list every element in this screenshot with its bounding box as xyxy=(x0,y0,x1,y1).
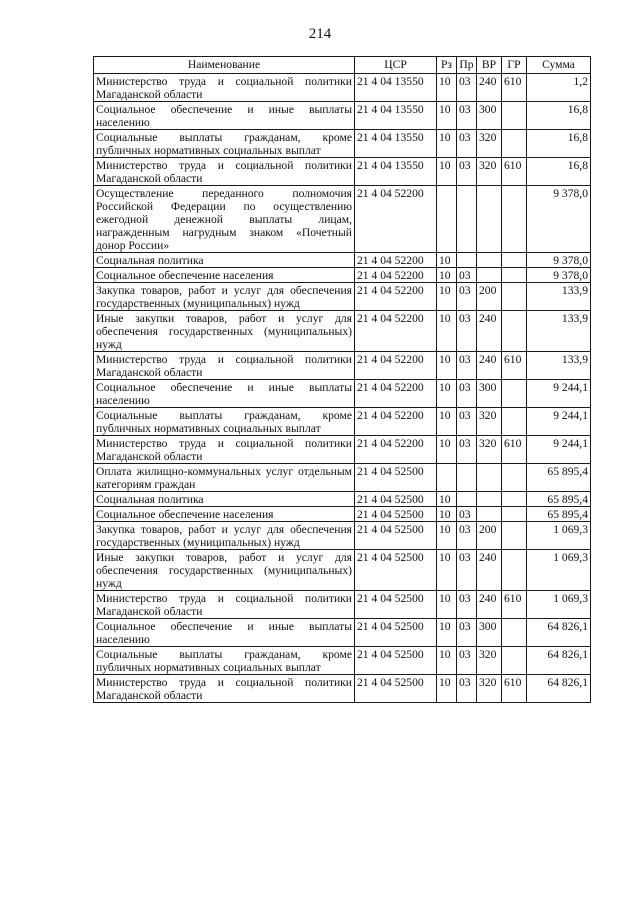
table-header xyxy=(94,57,591,74)
cell-csr: 21 4 04 52500 xyxy=(355,647,437,675)
cell-gr xyxy=(502,268,527,283)
cell-name: Социальные выплаты гражданам, кроме публичных нормативных социальных выплат xyxy=(94,130,355,158)
cell-csr: 21 4 04 13550 xyxy=(355,102,437,130)
table-row xyxy=(94,522,591,550)
cell-name: Министерство труда и социальной политики Магаданской области xyxy=(94,352,355,380)
cell-vr: 240 xyxy=(477,311,502,352)
cell-csr: 21 4 04 52200 xyxy=(355,436,437,464)
cell-rz: 10 xyxy=(437,253,457,268)
cell-csr: 21 4 04 52200 xyxy=(355,408,437,436)
cell-name: Социальные выплаты гражданам, кроме публичных нормативных социальных выплат xyxy=(94,408,355,436)
cell-csr: 21 4 04 52200 xyxy=(355,380,437,408)
cell-csr: 21 4 04 52200 xyxy=(355,352,437,380)
cell-gr xyxy=(502,619,527,647)
cell-csr: 21 4 04 52200 xyxy=(355,283,437,311)
cell-csr: 21 4 04 52500 xyxy=(355,507,437,522)
cell-name: Министерство труда и социальной политики Магаданской области xyxy=(94,591,355,619)
cell-rz: 10 xyxy=(437,492,457,507)
cell-vr: 320 xyxy=(477,158,502,186)
cell-vr: 320 xyxy=(477,408,502,436)
column-header-gr: ГР xyxy=(502,57,527,74)
cell-gr: 610 xyxy=(502,352,527,380)
cell-name: Социальное обеспечение и иные выплаты населению xyxy=(94,102,355,130)
cell-rz xyxy=(437,464,457,492)
header-row xyxy=(94,57,591,74)
column-header-csr: ЦСР xyxy=(355,57,437,74)
cell-vr: 240 xyxy=(477,591,502,619)
cell-rz: 10 xyxy=(437,550,457,591)
cell-vr: 200 xyxy=(477,522,502,550)
cell-pr: 03 xyxy=(457,675,477,703)
cell-name: Социальное обеспечение населения xyxy=(94,507,355,522)
cell-name: Оплата жилищно-коммунальных услуг отдельным категориям граждан xyxy=(94,464,355,492)
cell-rz: 10 xyxy=(437,436,457,464)
cell-sum: 65 895,4 xyxy=(527,507,591,522)
cell-gr xyxy=(502,102,527,130)
table-row xyxy=(94,102,591,130)
cell-name: Министерство труда и социальной политики Магаданской области xyxy=(94,675,355,703)
cell-gr: 610 xyxy=(502,436,527,464)
cell-rz: 10 xyxy=(437,380,457,408)
cell-csr: 21 4 04 52500 xyxy=(355,619,437,647)
cell-sum: 16,8 xyxy=(527,130,591,158)
cell-csr: 21 4 04 13550 xyxy=(355,74,437,102)
table-row xyxy=(94,591,591,619)
cell-sum: 64 826,1 xyxy=(527,619,591,647)
table-row xyxy=(94,647,591,675)
cell-pr: 03 xyxy=(457,268,477,283)
table-row xyxy=(94,436,591,464)
cell-vr: 240 xyxy=(477,74,502,102)
cell-vr xyxy=(477,268,502,283)
cell-pr xyxy=(457,492,477,507)
cell-sum: 9 244,1 xyxy=(527,408,591,436)
cell-vr: 320 xyxy=(477,675,502,703)
cell-csr: 21 4 04 52500 xyxy=(355,591,437,619)
cell-name: Закупка товаров, работ и услуг для обеспечения государственных (муниципальных) нужд xyxy=(94,522,355,550)
cell-pr: 03 xyxy=(457,591,477,619)
table-row xyxy=(94,464,591,492)
cell-gr xyxy=(502,492,527,507)
cell-sum: 65 895,4 xyxy=(527,464,591,492)
cell-pr xyxy=(457,464,477,492)
cell-csr: 21 4 04 52200 xyxy=(355,268,437,283)
page-number: 214 xyxy=(308,26,332,42)
cell-gr xyxy=(502,186,527,253)
cell-sum: 9 378,0 xyxy=(527,186,591,253)
cell-rz: 10 xyxy=(437,507,457,522)
cell-name: Министерство труда и социальной политики Магаданской области xyxy=(94,74,355,102)
cell-sum: 9 244,1 xyxy=(527,436,591,464)
cell-rz xyxy=(437,186,457,253)
cell-name: Социальная политика xyxy=(94,492,355,507)
cell-gr xyxy=(502,522,527,550)
cell-vr: 300 xyxy=(477,619,502,647)
cell-gr: 610 xyxy=(502,158,527,186)
cell-pr: 03 xyxy=(457,74,477,102)
cell-gr xyxy=(502,380,527,408)
table-row xyxy=(94,268,591,283)
cell-gr xyxy=(502,130,527,158)
cell-gr xyxy=(502,647,527,675)
cell-pr: 03 xyxy=(457,436,477,464)
cell-pr: 03 xyxy=(457,283,477,311)
cell-rz: 10 xyxy=(437,268,457,283)
cell-gr xyxy=(502,464,527,492)
column-header-vr: ВР xyxy=(477,57,502,74)
column-header-name: Наименование xyxy=(94,57,355,74)
cell-rz: 10 xyxy=(437,675,457,703)
cell-sum: 133,9 xyxy=(527,311,591,352)
cell-vr xyxy=(477,464,502,492)
cell-vr: 240 xyxy=(477,352,502,380)
cell-sum: 16,8 xyxy=(527,102,591,130)
cell-vr xyxy=(477,186,502,253)
cell-gr xyxy=(502,283,527,311)
table-row xyxy=(94,619,591,647)
column-header-pr: Пр xyxy=(457,57,477,74)
cell-sum: 9 244,1 xyxy=(527,380,591,408)
cell-pr: 03 xyxy=(457,352,477,380)
cell-gr: 610 xyxy=(502,74,527,102)
cell-sum: 133,9 xyxy=(527,283,591,311)
cell-rz: 10 xyxy=(437,352,457,380)
cell-name: Социальное обеспечение и иные выплаты населению xyxy=(94,619,355,647)
cell-gr xyxy=(502,253,527,268)
cell-gr xyxy=(502,550,527,591)
cell-csr: 21 4 04 52500 xyxy=(355,522,437,550)
cell-csr: 21 4 04 52200 xyxy=(355,311,437,352)
cell-pr: 03 xyxy=(457,158,477,186)
cell-sum: 1 069,3 xyxy=(527,522,591,550)
cell-rz: 10 xyxy=(437,283,457,311)
cell-csr: 21 4 04 13550 xyxy=(355,158,437,186)
table-row xyxy=(94,507,591,522)
cell-sum: 64 826,1 xyxy=(527,647,591,675)
cell-name: Социальное обеспечение и иные выплаты населению xyxy=(94,380,355,408)
cell-sum: 64 826,1 xyxy=(527,675,591,703)
table-row xyxy=(94,283,591,311)
table-row xyxy=(94,408,591,436)
cell-gr xyxy=(502,311,527,352)
cell-sum: 1 069,3 xyxy=(527,550,591,591)
table-row xyxy=(94,158,591,186)
cell-vr: 320 xyxy=(477,436,502,464)
cell-rz: 10 xyxy=(437,158,457,186)
cell-pr: 03 xyxy=(457,311,477,352)
cell-vr: 200 xyxy=(477,283,502,311)
cell-pr: 03 xyxy=(457,102,477,130)
cell-rz: 10 xyxy=(437,102,457,130)
cell-csr: 21 4 04 52500 xyxy=(355,464,437,492)
cell-csr: 21 4 04 52500 xyxy=(355,550,437,591)
table-row xyxy=(94,311,591,352)
cell-name: Социальная политика xyxy=(94,253,355,268)
cell-pr: 03 xyxy=(457,647,477,675)
column-header-sum: Сумма xyxy=(527,57,591,74)
cell-csr: 21 4 04 13550 xyxy=(355,130,437,158)
table-row xyxy=(94,492,591,507)
cell-name: Закупка товаров, работ и услуг для обеспечения государственных (муниципальных) нужд xyxy=(94,283,355,311)
cell-vr xyxy=(477,492,502,507)
cell-gr xyxy=(502,408,527,436)
table-row xyxy=(94,130,591,158)
cell-csr: 21 4 04 52500 xyxy=(355,492,437,507)
cell-name: Министерство труда и социальной политики Магаданской области xyxy=(94,436,355,464)
cell-vr: 320 xyxy=(477,647,502,675)
cell-name: Министерство труда и социальной политики Магаданской области xyxy=(94,158,355,186)
cell-rz: 10 xyxy=(437,311,457,352)
budget-table xyxy=(93,56,591,703)
cell-rz: 10 xyxy=(437,522,457,550)
cell-rz: 10 xyxy=(437,619,457,647)
cell-vr: 300 xyxy=(477,102,502,130)
table-row xyxy=(94,675,591,703)
cell-sum: 1,2 xyxy=(527,74,591,102)
table-row xyxy=(94,380,591,408)
cell-rz: 10 xyxy=(437,647,457,675)
cell-pr: 03 xyxy=(457,130,477,158)
cell-pr xyxy=(457,253,477,268)
cell-rz: 10 xyxy=(437,408,457,436)
cell-rz: 10 xyxy=(437,591,457,619)
cell-vr: 320 xyxy=(477,130,502,158)
cell-sum: 16,8 xyxy=(527,158,591,186)
table-body xyxy=(94,74,591,703)
cell-sum: 1 069,3 xyxy=(527,591,591,619)
cell-sum: 9 378,0 xyxy=(527,253,591,268)
cell-name: Осуществление переданного полномочия Российской Федерации по осуществлению ежегодной денежной выплаты лицам, награжденным нагрудным знаком «Почетный донор России» xyxy=(94,186,355,253)
table-row xyxy=(94,550,591,591)
cell-gr xyxy=(502,507,527,522)
cell-rz: 10 xyxy=(437,130,457,158)
cell-name: Социальные выплаты гражданам, кроме публичных нормативных социальных выплат xyxy=(94,647,355,675)
table-row xyxy=(94,253,591,268)
cell-pr: 03 xyxy=(457,408,477,436)
cell-rz: 10 xyxy=(437,74,457,102)
cell-csr: 21 4 04 52200 xyxy=(355,186,437,253)
cell-vr xyxy=(477,507,502,522)
cell-vr xyxy=(477,253,502,268)
table-row xyxy=(94,74,591,102)
table-row xyxy=(94,352,591,380)
cell-vr: 300 xyxy=(477,380,502,408)
cell-sum: 65 895,4 xyxy=(527,492,591,507)
cell-name: Иные закупки товаров, работ и услуг для обеспечения государственных (муниципальных) нужд xyxy=(94,311,355,352)
cell-name: Иные закупки товаров, работ и услуг для обеспечения государственных (муниципальных) нужд xyxy=(94,550,355,591)
cell-sum: 9 378,0 xyxy=(527,268,591,283)
cell-pr: 03 xyxy=(457,550,477,591)
cell-pr: 03 xyxy=(457,380,477,408)
cell-pr: 03 xyxy=(457,507,477,522)
cell-gr: 610 xyxy=(502,591,527,619)
cell-pr: 03 xyxy=(457,522,477,550)
cell-gr: 610 xyxy=(502,675,527,703)
cell-pr xyxy=(457,186,477,253)
cell-vr: 240 xyxy=(477,550,502,591)
cell-sum: 133,9 xyxy=(527,352,591,380)
column-header-rz: Рз xyxy=(437,57,457,74)
cell-csr: 21 4 04 52200 xyxy=(355,253,437,268)
cell-pr: 03 xyxy=(457,619,477,647)
table-row xyxy=(94,186,591,253)
cell-name: Социальное обеспечение населения xyxy=(94,268,355,283)
cell-csr: 21 4 04 52500 xyxy=(355,675,437,703)
